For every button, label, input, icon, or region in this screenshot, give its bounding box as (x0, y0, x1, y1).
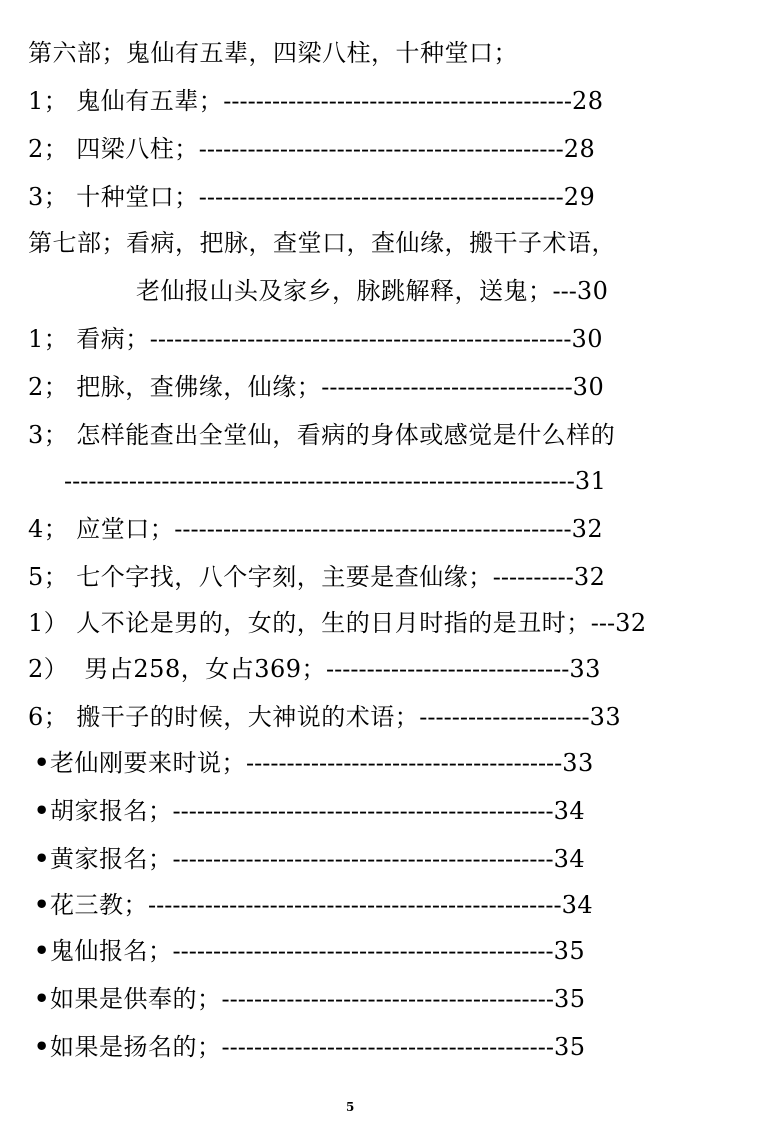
page-number: 5 (346, 1100, 355, 1114)
bullet-icon: • (34, 1032, 50, 1061)
toc-bullet-entry (34, 746, 594, 780)
toc-entry (28, 560, 605, 594)
entry-title: 四梁八柱； (76, 135, 199, 163)
entry-number: 3； (28, 421, 69, 449)
entry-page: 34 (553, 845, 586, 873)
entry-leader: ----------------------------------------------- (172, 845, 554, 873)
entry-leader: ------------------------------ (326, 655, 570, 683)
toc-entry (28, 700, 621, 734)
toc-bullet-entry (34, 934, 585, 968)
toc-subentry (28, 652, 601, 686)
entry-title: 七个字找，八个字刻，主要是查仙缘； (76, 563, 493, 591)
entry-page: 31 (574, 467, 607, 495)
entry-number: 2； (28, 135, 69, 163)
entry-leader: --------------------------------------------------- (148, 891, 562, 919)
entry-title: 如果是供奉的； (50, 985, 222, 1013)
section-7-title-cont (136, 274, 608, 308)
entry-page: 32 (571, 515, 604, 543)
section-7-title-line1: 第七部；看病，把脉，查堂口，查仙缘，搬干子术语， (28, 229, 616, 257)
entry-title: 花三教； (50, 891, 148, 919)
entry-title: 鬼仙有五辈； (76, 87, 224, 115)
entry-page: 33 (569, 655, 601, 683)
toc-entry (28, 370, 604, 404)
entry-title: 人不论是男的，女的，生的日月时指的是丑时； (76, 609, 591, 637)
entry-leader: --------------------- (419, 703, 590, 731)
entry-leader: ----------------------------------------- (221, 1033, 554, 1061)
toc-entry (28, 132, 595, 166)
entry-leader: --------------------------------------------- (198, 135, 564, 163)
entry-leader: ---------------------------------------------------- (149, 325, 572, 353)
entry-leader: --- (590, 609, 616, 637)
entry-page: 35 (553, 1033, 586, 1061)
entry-title: 看病； (76, 325, 150, 353)
toc-entry (28, 84, 604, 118)
entry-page: 30 (576, 277, 609, 305)
entry-page: 30 (571, 325, 604, 353)
entry-title: 把脉，查佛缘，仙缘； (76, 373, 322, 401)
entry-leader: ------------------------------- (321, 373, 573, 401)
entry-number: 1； (28, 325, 69, 353)
section-7-title (28, 226, 616, 260)
entry-number: 1； (28, 87, 69, 115)
entry-leader: ---------- (492, 563, 574, 591)
toc-entry-cont (64, 464, 606, 498)
bullet-icon: • (34, 844, 50, 873)
bullet-icon: • (34, 796, 50, 825)
section-7-title-line2: 老仙报山头及家乡，脉跳解释，送鬼； (136, 277, 553, 305)
toc-subentry (28, 606, 647, 640)
entry-leader: ----------------------------------------------- (172, 937, 554, 965)
entry-number: 3； (28, 183, 69, 211)
entry-number: 1） (28, 609, 69, 637)
toc-entry (28, 418, 615, 452)
entry-page: 33 (589, 703, 622, 731)
entry-number: 6； (28, 703, 69, 731)
entry-title: 搬干子的时候，大神说的术语； (76, 703, 420, 731)
entry-number: 2； (28, 373, 69, 401)
entry-page: 30 (572, 373, 605, 401)
entry-title: 胡家报名； (50, 797, 173, 825)
entry-page: 28 (563, 135, 596, 163)
entry-page: 32 (615, 609, 647, 637)
entry-page: 34 (561, 891, 594, 919)
toc-bullet-entry (34, 794, 585, 828)
entry-page: 35 (553, 985, 586, 1013)
entry-title: 黄家报名； (50, 845, 173, 873)
entry-leader: ----------------------------------------------- (172, 797, 554, 825)
entry-page: 35 (553, 937, 586, 965)
entry-leader: ----------------------------------------- (221, 985, 554, 1013)
entry-page: 28 (571, 87, 604, 115)
toc-entry (28, 180, 595, 214)
entry-leader: --------------------------------------- (246, 749, 563, 777)
entry-title: 男占258，女占369； (76, 655, 327, 683)
entry-leader: --------------------------------------------- (198, 183, 564, 211)
entry-leader: ------------------------------------------------- (174, 515, 572, 543)
entry-title: 如果是扬名的； (50, 1033, 222, 1061)
toc-bullet-entry (34, 1030, 586, 1064)
section-6-title-text: 第六部；鬼仙有五辈，四梁八柱，十种堂口； (28, 39, 518, 67)
entry-page: 33 (562, 749, 594, 777)
toc-bullet-entry (34, 888, 593, 922)
bullet-icon: • (34, 984, 50, 1013)
entry-title: 老仙刚要来时说； (50, 749, 246, 777)
toc-bullet-entry (34, 842, 585, 876)
entry-title: 怎样能查出全堂仙，看病的身体或感觉是什么样的 (76, 421, 616, 449)
bullet-icon: • (34, 748, 50, 777)
entry-leader: ------------------------------------------- (223, 87, 572, 115)
entry-page: 29 (563, 183, 596, 211)
entry-page: 32 (573, 563, 606, 591)
toc-bullet-entry (34, 982, 586, 1016)
entry-page: 34 (553, 797, 586, 825)
toc-entry (28, 512, 603, 546)
entry-title: 十种堂口； (76, 183, 199, 211)
entry-leader: --- (552, 277, 577, 305)
entry-number: 4； (28, 515, 69, 543)
entry-number: 2） (28, 655, 69, 683)
entry-leader: --------------------------------------------------------------- (64, 467, 575, 495)
entry-title: 应堂口； (76, 515, 175, 543)
entry-title: 鬼仙报名； (50, 937, 173, 965)
toc-entry (28, 322, 603, 356)
section-6-title (28, 36, 518, 70)
bullet-icon: • (34, 936, 50, 965)
bullet-icon: • (34, 890, 50, 919)
entry-number: 5； (28, 563, 69, 591)
